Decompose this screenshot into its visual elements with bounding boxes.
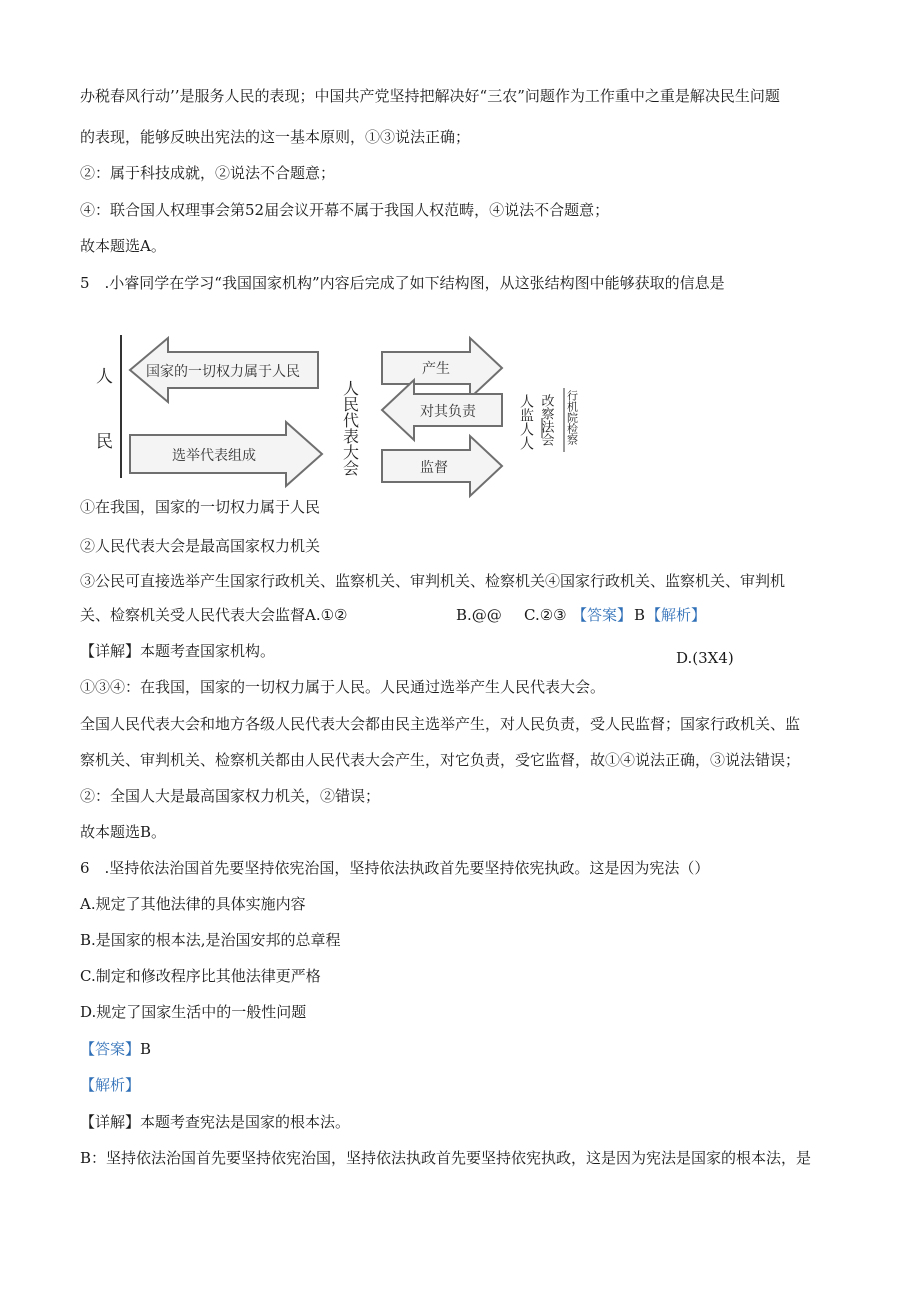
q6-detail: 【详解】本题考查宪法是国家的根本法。 [80, 1113, 351, 1131]
state-organs-diagram [90, 330, 590, 500]
left-char-people-2: 民 [96, 432, 113, 452]
q6-option-c: C.制定和修改程序比其他法律更严格 [80, 967, 321, 985]
q6-answer-value: B [140, 1040, 152, 1058]
q5-conclusion: 故本题选B。 [80, 823, 167, 841]
q6-option-a: A.规定了其他法律的具体实施内容 [80, 895, 306, 913]
q6-answer [80, 1039, 151, 1059]
q6-option-d: D.规定了国家生活中的一般性问题 [80, 1003, 307, 1021]
q5-detail-line: 全国人民代表大会和地方各级人民代表大会都由民主选举产生，对人民负责，受人民监督；国家行政机关、监 [80, 715, 801, 733]
left-char-people-1: 人 [96, 367, 113, 387]
q6-explanation: B：坚持依法治国首先要坚持依宪治国，坚持依法执政首先要坚持依宪执政，这是因为宪法是国家的根本法，是 [80, 1149, 812, 1167]
right-column-1: 人监人人 [518, 394, 534, 450]
question-5-stem: 5 .小睿同学在学习“我国国家机构”内容后完成了如下结构图，从这张结构图中能够获取的信息是 [80, 274, 725, 292]
arrow-produce-label: 产生 [422, 361, 450, 377]
arrow-top-label: 国家的一切权力属于人民 [146, 364, 300, 380]
arrow-responsible-label: 对其负责 [420, 404, 476, 420]
q5-choice-d: D.(3X4) [676, 649, 734, 667]
q5-option-2: ②人民代表大会是最高国家权力机关 [80, 537, 321, 555]
q5-option-4: 关、检察机关受人民代表大会监督A.①② [80, 606, 348, 624]
q5-option-1: ①在我国，国家的一切权力属于人民 [80, 498, 321, 516]
q5-detail-heading: 【详解】本题考查国家机构。 [80, 642, 276, 660]
q5-answer-tag: 【答案】 [572, 606, 633, 624]
q5-option-3: ③公民可直接选举产生国家行政机关、监察机关、审判机关、检察机关④国家行政机关、监察机关、审判机 [80, 572, 786, 590]
paragraph-line: 的表现，能够反映出宪法的这一基本原则，①③说法正确； [80, 128, 471, 146]
q5-choice-b: B.@@ [456, 606, 502, 624]
paragraph-line: ④：联合国人权理事会第52届会议开幕不属于我国人权范畴，④说法不合题意； [80, 201, 610, 219]
right-column-3: 行机院检察 [565, 390, 579, 445]
q5-detail-line: 察机关、审判机关、检察机关都由人民代表大会产生，对它负责，受它监督，故①④说法正确，③说法错误； [80, 751, 801, 769]
right-column-2: 改察法会 [538, 394, 554, 446]
q6-analysis-tag: 【解析】 [80, 1076, 141, 1094]
q5-answer-value: B [634, 606, 646, 624]
q5-detail-line: ②：全国人大是最高国家权力机关，②错误； [80, 787, 381, 805]
q5-choice-c: C.②③ [524, 606, 567, 624]
arrow-bottom-label: 选举代表组成 [172, 448, 256, 464]
q6-answer-tag: 【答案】 [80, 1040, 141, 1058]
q5-analysis-tag: 【解析】 [646, 606, 707, 624]
paragraph-line: 办税春风行动’’是服务人民的表现；中国共产党坚持把解决好“三农”问题作为工作重中之重是解决民生问题 [80, 87, 780, 105]
arrow-supervise-label: 监督 [420, 460, 448, 476]
q6-option-b: B.是国家的根本法,是治国安邦的总章程 [80, 931, 341, 949]
paragraph-line: 故本题选A。 [80, 237, 166, 255]
question-6-stem: 6 .坚持依法治国首先要坚持依宪治国，坚持依法执政首先要坚持依宪执政。这是因为宪法（） [80, 859, 710, 877]
paragraph-line: ②：属于科技成就，②说法不合题意； [80, 164, 336, 182]
q5-detail-line: ①③④：在我国，国家的一切权力属于人民。人民通过选举产生人民代表大会。 [80, 678, 606, 696]
center-npc-label: 人民代表大会 [340, 380, 360, 476]
